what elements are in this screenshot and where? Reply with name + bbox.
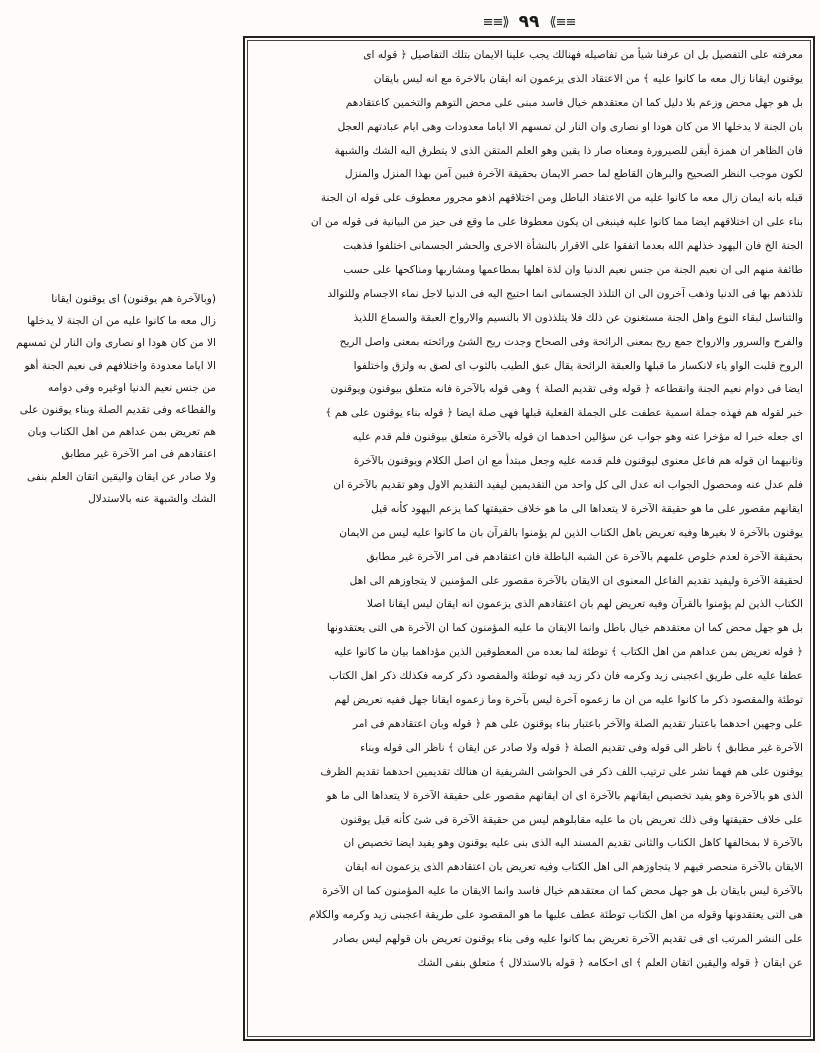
page-header bbox=[243, 10, 815, 34]
text-line: الجنة الخ فان اليهود خذلهم الله بعدما اتفقوا على الاقرار بالنشأة الاخرى والحشر الجسمانى اختلفوا فذهبت bbox=[342, 240, 803, 253]
text-line: يوقنون ايقانا زال معه ما كانوا عليه ﴾ من الاعتقاد الذى يزعمون انه ايقان بالاخرة مع انه ليس بايقان bbox=[373, 72, 803, 85]
text-line: خبر لقوله هم فهذه جملة اسمية عطفت على الجملة الفعلية قبلها فهى صلة ايضا ﴿ قوله بناء يوقنون على هم ﴾ bbox=[325, 407, 803, 420]
text-line: لحقيقة الآخرة وليفيد تقديم الفاعل المعنوى ان الايقان بالآخرة مقصور على المؤمنين لا يتجاوزهم الى اهل bbox=[349, 574, 803, 587]
text-line: بناء على ان اختلاقهم ايضا مما كانوا عليه فينبغى ان يكون معطوفا على ما وقع فى حيز من البيانية فى قوله من ان bbox=[310, 216, 803, 229]
margin-line: من جنس نعيم الدنيا اوغيره وفى دوامه bbox=[48, 381, 216, 394]
text-line: ﴿ قوله تعريض بمن عداهم من اهل الكتاب ﴾ توطئة لما بعده من المعطوفين الذين مؤداهما بيان ما كانوا عليه bbox=[334, 646, 803, 659]
text-line: الآخرة غير مطابق ﴾ ناظر الى قوله وفى تقديم الصلة ﴿ قوله ولا صادر عن ايقان ﴾ ناظر الى قوله وبناء bbox=[360, 741, 803, 754]
text-line: الايقان بالآخرة منحصر فيهم لا يتجاوزهم الى اهل الكتاب وفيه تعريض بان اعتقادهم الذى يزعمون انه ايقان bbox=[345, 861, 803, 874]
commentary-text bbox=[255, 44, 803, 1033]
text-line: معرفته على التفصيل بل ان عرفنا شيأ من تفاصيله فهنالك يجب علينا الايمان بتلك التفاصيل ﴿ قوله ای bbox=[363, 49, 803, 61]
margin-line: زال معه ما كانوا عليه من ان الجنة لا يدخلها bbox=[27, 315, 216, 328]
text-line: قبله بانه ايمان زال معه ما كانوا عليه من الاعتقاد الباطل ومن اختلاقهم اذهو مجرور معطوف على قوله ان الجنة bbox=[320, 192, 803, 205]
margin-line: ولا صادر عن ايقان واليقين اتقان العلم بنفى bbox=[27, 470, 216, 483]
margin-line: الا من كان هودا او نصارى وان النار لن تمسهم bbox=[16, 337, 216, 350]
text-line: توطئة والمقصود ذكر ما كانوا عليه من ان ما زعموه آخرة ليس بآخرة وما زعموه ايقانا جهل ففيه تعريض لهم bbox=[334, 694, 803, 707]
text-line: بل هو جهل محض وزعم بلا دليل كما ان معتقدهم خيال فاسد مبنى على محض التوهم والتخمين كاعتقادهم bbox=[345, 96, 803, 109]
text-line: بالآخرة لا بمخالفها كاهل الكتاب والثانى تقديم المسند اليه الذى بنى عليه يوقنون وهو يفيد ايضا تخصيص ان bbox=[343, 837, 803, 850]
text-line: بل هو جهل محض كما ان معتقدهم خيال باطل وانما الايقان ما عليه المؤمنون كما ان الآخرة هى التى يعتقدونها bbox=[326, 622, 803, 635]
text-line: ايضا فى دوام نعيم الجنة وانقطاعه ﴿ قوله وفى تقديم الصلة ﴾ وهى قوله بالآخرة فانه متعلق بيوقنون ويوقنون bbox=[330, 383, 803, 396]
text-line: ايقانهم مقصور على ما هو حقيقة الآخرة لا يتعداها الى ما هو خلاف حقيقتها كما يزعم اليهود كأنه قيل bbox=[371, 502, 803, 515]
text-line: فلم عدل عنه ومحصول الجواب انه عدل الى كل واحد من التقديمين ليفيد التقديم الاول وهو تقديم بالآخرة ان bbox=[333, 479, 803, 492]
text-line: يوقنون بالآخرة لا بغيرها وفيه تعريض باهل الكتاب الذين لم يؤمنوا بالقرآن بان ما كانوا عليه ليس من الايمان bbox=[339, 526, 803, 539]
margin-line: اعتقادهم فى امر الآخرة غير مطابق bbox=[61, 448, 216, 461]
ornament-left: ≡≡⟫ bbox=[482, 14, 509, 30]
text-line: عن ايقان ﴿ قوله واليقين اتقان العلم ﴾ اى احكامه ﴿ قوله بالاستدلال ﴾ متعلق بنفى الشك bbox=[417, 956, 803, 969]
ornament-right: ⟪≡≡ bbox=[549, 14, 576, 30]
text-line: الكتاب الذين لم يؤمنوا بالقرآن وفيه تعريض لهم بان اعتقادهم الذى يزعمون انه ايقان ليس ايقانا اصلا bbox=[367, 598, 803, 611]
text-line: والتناسل لبقاء النوع واهل الجنة مستغنون عن ذلك فلا يتلذذون الا بالنسيم والارواح العبقة والسماع اللذيذ bbox=[353, 311, 803, 324]
text-line: على النشر المرتب اى فى تقديم الآخرة تعريض بما كانوا عليه وفى بناء يوقنون تعريض بان قولهم ليس بصادر bbox=[333, 932, 803, 945]
margin-text bbox=[4, 288, 216, 510]
commentary-frame bbox=[243, 36, 815, 1041]
text-line: تلذذهم بها فى الدنيا وذهب آخرون الى ان التلذذ الجسمانى انما احتيج اليه فى الدنيا لاجل نماء الاجسام وللتوالد bbox=[327, 287, 803, 300]
margin-line: (وبالآخرة هم يوقنون) اى يوقنون ايقانا bbox=[51, 293, 216, 305]
text-line: بحقيقة الآخرة لعدم خلوص علمهم بالآخرة عن الشبه الباطلة فان اعتقادهم فى امر الآخرة غير مطابق bbox=[366, 550, 803, 563]
margin-line: والقطاعه وفى تقديم الصلة وبناء يوقنون على bbox=[19, 403, 216, 416]
margin-line: هم تعريض بمن عداهم من اهل الكتاب وبان bbox=[27, 426, 216, 439]
text-line: هى التى يعتقدونها وقوله من اهل الكتاب توطئة عطف عليها ما هو المقصود على طريقة اعجبنى زيد وكرمه والكلام bbox=[309, 909, 803, 922]
text-line: على خلاف حقيقتها وفى ذلك تعريض بان ما عليه مقابلوهم ليس من حقيقة الآخرة فى شئ كأنه قيل يوقنون bbox=[340, 813, 803, 826]
text-line: فان الظاهر ان همزة أيقن للصيرورة ومعناه صار ذا يقين وهو العلم المتقن الذى لا يتطرق اليه الشك والشبهة bbox=[334, 144, 803, 157]
text-line: يوقنون على هم فهما نشر على ترتيب اللف ذكر فى الحواشى الشريفية ان هنالك تقديمين احدهما تقديم الظرف bbox=[320, 765, 803, 778]
text-line: والفرح والسرور والارواح جمع ريح بمعنى الرائحة وفى الصحاح وجدت ريح الشئ ورائحته بمعنى واصل الريح bbox=[339, 335, 803, 348]
text-line: لكون موجب النظر الصحيح والبرهان القاطع لما حصر الايمان بحقيقة الآخرة فبين آمن بهذا المنزل والمنزل bbox=[344, 168, 803, 181]
text-line: بالآخرة ليس بايقان بل هو جهل محض كما ان معتقدهم خيال فاسد وانما الايقان ما عليه المؤمنون كما ان الآخرة bbox=[322, 885, 803, 898]
text-line: طائفة منهم الى ان نعيم الجنة من جنس نعيم الدنيا وان لذة اهلها بمطاعمها ومشاربها ومناكحها على حسب bbox=[343, 264, 803, 277]
text-line: الروح قلبت الواو ياء لانكسار ما قبلها والعبقة الرائحة يقال عبق الطيب بالثوب اى لصق به ولزق واختلفوا bbox=[353, 359, 803, 372]
margin-line: الشك والشبهة عنه بالاستدلال bbox=[88, 492, 216, 505]
text-line: اى جعله خبرا له مؤخرا عنه وهو جواب عن سؤالين احدهما ان قوله بالآخرة متعلق بيوقنون فلم قدم عليه bbox=[352, 431, 803, 444]
text-line: على وجهين احدهما باعتبار تقديم الصلة والآخر باعتبار بناء يوقنون على هم ﴿ قوله وبان اعتقادهم فى امر bbox=[352, 717, 803, 730]
margin-line: الا اياما معدودة واختلافهم فى نعيم الجنة أهو bbox=[24, 359, 216, 372]
text-line: بان الجنة لا يدخلها الا من كان هودا او نصارى وان النار لن تمسهم الا اياما معدودات وهى ايام عبادتهم العجل bbox=[337, 120, 803, 133]
text-line: الذى هو بالآخرة وهو يفيد تخصيص ايقانهم بالآخرة اى ان ايقانهم مقصور على حقيقة الآخرة لا يتعداها الى ما هو bbox=[326, 789, 803, 802]
page-number: ٩٩ bbox=[518, 12, 540, 32]
text-line: وثانيهما ان قوله هم فاعل معنوى ليوقنون فلم قدمه عليه وجعل مبتدأ مع ان اصل الكلام ويوقنون بالآخرة bbox=[353, 455, 803, 468]
text-line: عطفا عليه على طريق اعجبنى زيد وكرمه فان ذكر زيد فيه توطئة والمقصود ذكر كرمه فكذلك ذكر اهل الكتاب bbox=[328, 670, 803, 683]
